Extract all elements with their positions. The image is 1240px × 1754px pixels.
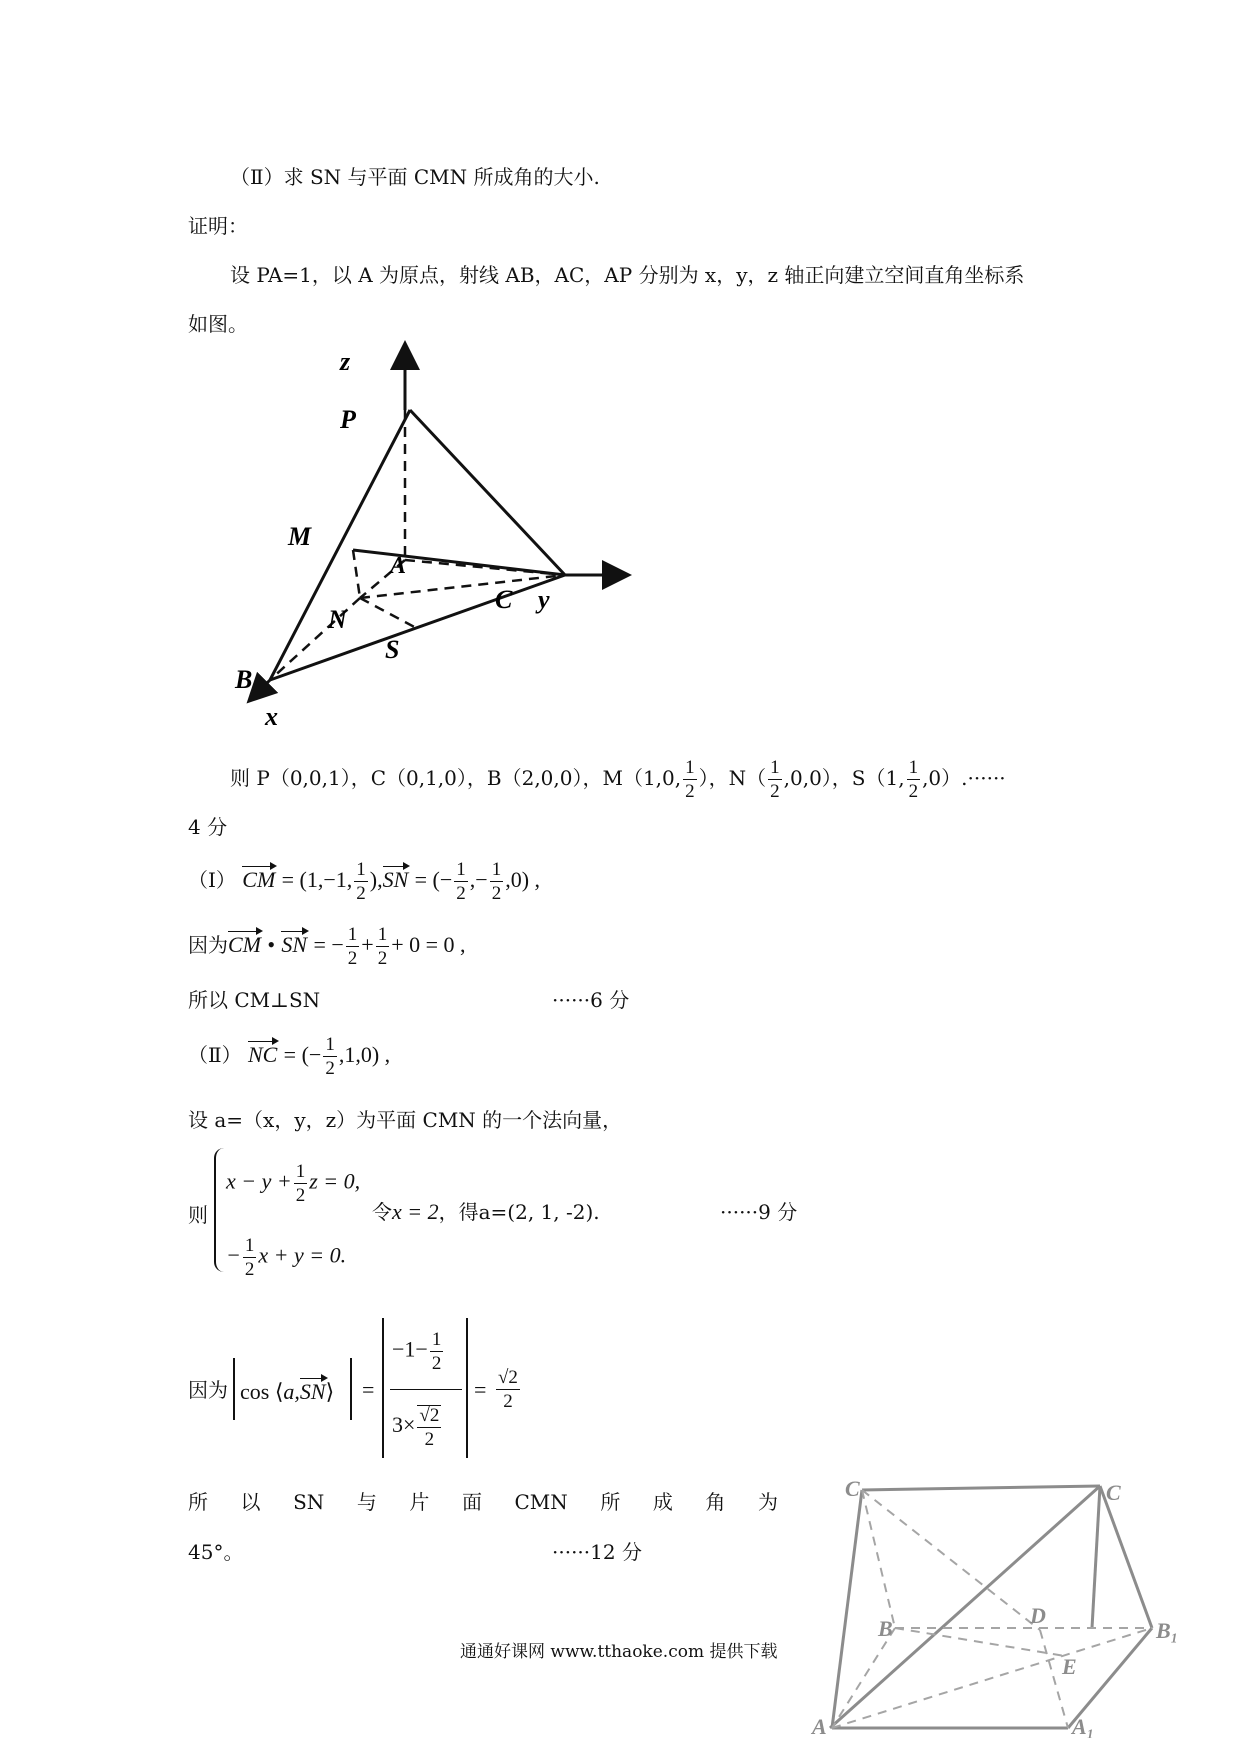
label-C: C: [495, 585, 513, 614]
prism-label-A1: A₁: [1072, 1714, 1095, 1738]
label-M: M: [288, 522, 312, 551]
label-y: y: [538, 585, 550, 614]
because-cos: 因为: [188, 1378, 228, 1402]
then-label: 则: [188, 1203, 208, 1227]
cos-expression: cos ⟨a,SN⟩: [240, 1379, 335, 1404]
score-9: ······9 分: [720, 1200, 798, 1224]
cos-numerator: −1− $\frac{1}{2}$: [392, 1329, 442, 1374]
part2-vector: （Ⅱ） NC = (− $\frac{1}{2}$ ,1,0) ,: [188, 1034, 391, 1079]
pyramid-coordinate-figure: [220, 340, 640, 730]
label-z: z: [340, 347, 351, 376]
prism-sketch-figure: [810, 1478, 1230, 1738]
footer-source: 通通好课网 www.tthaoke.com 提供下载: [460, 1642, 778, 1662]
coordinates-line: 则 P（0,0,1），C（0,1,0），B（2,0,0），M（1,0, $\frac{1}{2}$ ），N（ $\frac{1}{2}$ ,0,0），S（1, $\frac{1}{2}$ ,0）.······: [230, 757, 1006, 802]
label-N: N: [328, 605, 347, 634]
equation-1: x − y + $\frac{1}{2}$ z = 0,: [226, 1161, 361, 1206]
abs-bar-left-2: [382, 1318, 384, 1458]
prism-label-A: A: [812, 1714, 827, 1738]
score-6: ······6 分: [552, 988, 630, 1012]
question-part-2: （Ⅱ）求 SN 与平面 CMN 所成角的大小.: [230, 165, 600, 189]
setup-line-2: 如图。: [188, 312, 248, 336]
main-fraction-bar: [390, 1389, 462, 1390]
system-brace: [214, 1148, 224, 1272]
prism-label-B: B: [878, 1616, 893, 1641]
equals-1: =: [362, 1377, 375, 1402]
equation-2: − $\frac{1}{2}$ x + y = 0.: [226, 1235, 347, 1280]
normal-vector-def: 设 a=（x，y，z）为平面 CMN 的一个法向量，: [188, 1108, 623, 1132]
cos-result: $\frac{√2}{2}$: [498, 1367, 518, 1412]
prism-label-E: E: [1062, 1654, 1077, 1679]
prism-label-D: D: [1030, 1603, 1046, 1628]
score-12: ······12 分: [552, 1540, 642, 1564]
angle-value: 45°。: [188, 1540, 244, 1564]
prism-label-B1: B₁: [1156, 1618, 1179, 1643]
abs-bar-right-1: [350, 1358, 352, 1420]
label-S: S: [385, 635, 400, 664]
conclusion-angle-line: 所 以 SN 与 片 面 CMN 所 成 角 为: [188, 1490, 778, 1514]
setup-line-1: 设 PA=1，以 A 为原点，射线 AB，AC，AP 分别为 x，y，z 轴正向建立空间直角坐标系: [230, 263, 1025, 287]
score-4: 4 分: [188, 815, 228, 839]
label-A: A: [390, 553, 407, 579]
solution-line: 令x = 2，得a=(2, 1, -2).: [372, 1199, 600, 1224]
cos-denominator: 3× $\frac{√2}{2}$: [392, 1405, 440, 1450]
part1-vectors: （Ⅰ） CM = (1,−1, $\frac{1}{2}$ ),SN = (− $\frac{1}{2}$ ,− $\frac{1}{2}$ ,0) ,: [188, 859, 541, 904]
label-P: P: [340, 405, 356, 434]
abs-bar-right-2: [466, 1318, 468, 1458]
proof-label: 证明：: [188, 214, 248, 238]
abs-bar-left-1: [233, 1358, 235, 1420]
conclusion-perpendicular: 所以 CM⊥SN: [188, 988, 321, 1012]
equals-2: =: [474, 1377, 487, 1402]
prism-label-C1: C: [1106, 1480, 1121, 1505]
dot-product-line: 因为CM • SN = − $\frac{1}{2}$ + $\frac{1}{2}$ + 0 = 0 ,: [188, 924, 466, 969]
prism-label-C: C: [845, 1478, 860, 1501]
label-B: B: [235, 665, 253, 694]
label-x: x: [265, 702, 278, 730]
